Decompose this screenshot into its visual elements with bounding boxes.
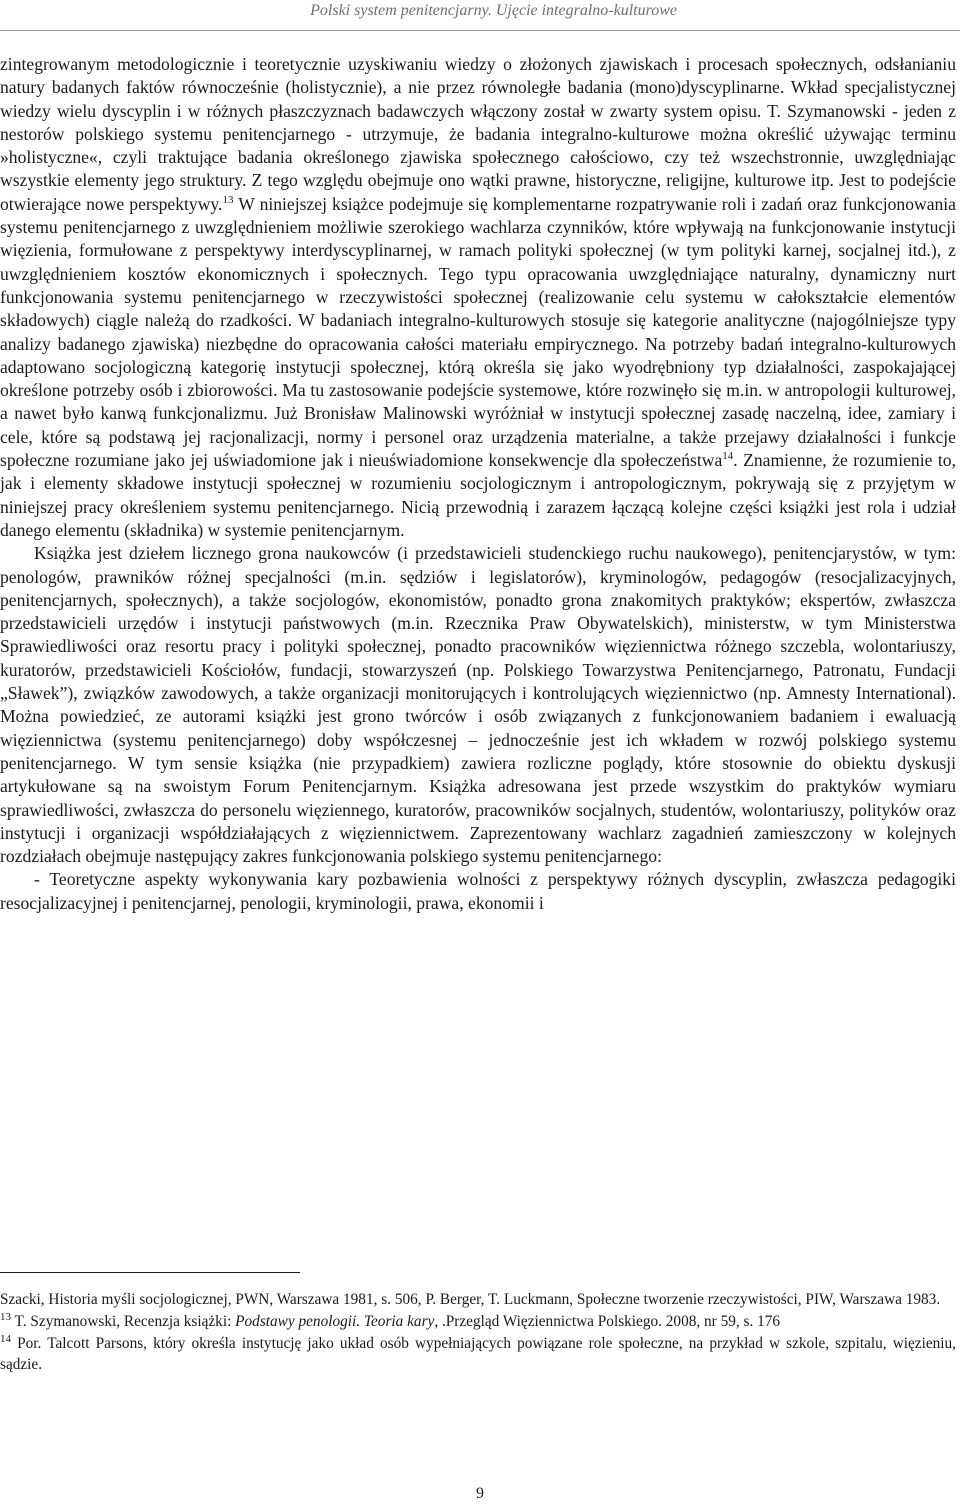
footnote-13-pre: T. Szymanowski, Recenzja książki: bbox=[11, 1312, 236, 1330]
paragraph-1 bbox=[0, 53, 956, 542]
running-title: Polski system penitencjarny. Ujęcie integralno-kulturowe bbox=[310, 2, 677, 19]
paragraph-1-text: zintegrowanym metodologicznie i teoretycznie uzyskiwaniu wiedzy o złożonych zjawiskach i procesach społecznych, odsłanianiu natury badanych faktów równocześnie (holistycznie), a nie przez równoległe badania (mono)dyscyplinarne. Wkład specjalistycznej wiedzy wielu dyscyplin i w różnych płaszczyznach badawczych włączony został w zwarty system opisu. T. Szymanowski - jeden z nestorów polskiego systemu penitencjarnego - utrzymuje, że badania integralno-kulturowe można określić używając terminu »holistyczne«, czyli traktujące badania określonego zjawiska społecznego całościowo, czy też wszechstronnie, uwzględniając wszystkie elementy jego struktury. Z tego względu obejmuje ono wątki prawne, historyczne, religijne, kulturowe itp. Jest to podejście otwierające nowe perspektywy. bbox=[0, 54, 956, 214]
footnote-ref-14[interactable]: 14 bbox=[722, 450, 734, 463]
footnote-13-title: Podstawy penologii. Teoria kary bbox=[235, 1312, 435, 1330]
paragraph-2: Książka jest dziełem licznego grona naukowców (i przedstawicieli studenckiego ruchu naukowego), penitencjarystów, w tym: penologów, prawników różnej specjalności (m.in. sędziów i legislatorów), kryminologów, pedagogów (resocjalizacyjnych, penitencjarnych, społecznych), a także socjologów, ekonomistów, ponadto grona znakomitych praktyków; ekspertów, zwłaszcza przedstawicieli urzędów i instytucji państwowych (m.in. Rzecznika Praw Obywatelskich), ministerstw, w tym Ministerstwa Sprawiedliwości oraz resortu pracy i polityki społecznej, ponadto pracowników więziennictwa różnego szczebla, wolontariuszy, kuratorów, przedstawicieli Kościołów, fundacji, stowarzyszeń (np. Polskiego Towarzystwa Penitencjarnego, Patronatu, Fundacji „Sławek”), związków zawodowych, a także organizacji monitorujących i kontrolujących więziennictwo (np. Amnesty International). Można powiedzieć, ze autorami książki jest grono twórców i osób związanych z funkcjonowaniem badaniem i ewaluacją więziennictwa (systemu penitencjarnego) doby współczesnej – jednocześnie jest ich wkładem w rozwój polskiego systemu penitencjarnego. W tym sensie książka (nie przypadkiem) zawiera rozliczne poglądy, które stosownie do obiektu dyskusji artykułowane są na swoistym Forum Penitencjarnym. Książka adresowana jest przede wszystkim do praktyków wymiaru sprawiedliwości, zwłaszcza do personelu więziennego, kuratorów, pracowników socjalnych, studentów, wolontariuszy, polityków oraz instytucji i organizacji współdziałających z więziennictwem. Zaprezentowany wachlarz zagadnień zamieszczony w kolejnych rozdziałach obejmuje następujący zakres funkcjonowania polskiego systemu penitencjarnego: bbox=[0, 543, 956, 867]
footnotes bbox=[0, 1289, 956, 1376]
footnote-14 bbox=[0, 1333, 956, 1377]
footnote-13-number: 13 bbox=[0, 1310, 11, 1323]
list-item-theory: - Teoretyczne aspekty wykonywania kary pozbawienia wolności z perspektywy różnych dyscyplin, zwłaszcza pedagogiki resocjalizacyjnej i penitencjarnej, penologii, kryminologii, prawa, ekonomii i bbox=[0, 869, 956, 913]
footnote-14-number: 14 bbox=[0, 1332, 11, 1345]
running-header bbox=[0, 0, 960, 22]
paragraph-1-continued: W niniejszej książce podejmuje się komplementarne rozpatrywanie roli i zadań oraz funkcjonowania systemu penitencjarnego z uwzględnieniem możliwie szerokiego wachlarza czynników, które wpływają na funkcjonowanie instytucji więzienia, formułowane z perspektywy interdyscyplinarnej, w ramach polityki społecznej (w tym polityki karnej, socjalnej itd.), z uwzględnieniem kosztów ekonomicznych i społecznych. Tego typu opracowania uwzględniające naturalny, dynamiczny nurt funkcjonowania systemu penitencjarnego w rzeczywistości społecznej (realizowanie celu systemu w całokształcie elementów składowych) ciągle należą do rzadkości. W badaniach integralno-kulturowych stosuje się kategorie analityczne (najogólniejsze typy analizy badanego zjawiska) niezbędne do opracowania całości materiału empirycznego. Na potrzeby badań integralno-kulturowych adaptowano socjologiczną kategorię instytucji społecznej, którą określa się jako wyodrębniony typ działalności, zaspokajającej określone potrzeby osób i zbiorowości. Ma tu zastosowanie podejście systemowe, które rozwinęło się m.in. w antropologii kulturowej, a nawet było kanwą funkcjonalizmu. Już Bronisław Malinowski wyróżniał w instytucji społecznej zasadę naczelną, idee, zamiary i cele, które są podstawą jej racjonalizacji, normy i personel oraz urządzenia materialne, a także przejawy działalności i funkcje społeczne rozumiane jako jej uświadomione jak i nieuświadomione konsekwencje dla społeczeństwa bbox=[0, 193, 956, 471]
header-divider bbox=[0, 30, 960, 31]
footnote-13-post: , .Przegląd Więziennictwa Polskiego. 2008, nr 59, s. 176 bbox=[434, 1312, 781, 1330]
footnote-14-text: Por. Talcott Parsons, który określa instytucję jako układ osób wypełniających powiązane role społeczne, na przykład w szkole, szpitalu, więzieniu, sądzie. bbox=[0, 1334, 956, 1374]
footnote-12: Szacki, Historia myśli socjologicznej, PWN, Warszawa 1981, s. 506, P. Berger, T. Luckmann, Społeczne tworzenie rzeczywistości, PIW, Warszawa 1983. bbox=[0, 1291, 941, 1308]
footnote-13 bbox=[0, 1311, 956, 1333]
page-number: 9 bbox=[476, 1485, 484, 1502]
paragraph-1-end: . Znamienne, że rozumienie to, jak i elementy składowe instytucji społecznej w rozumieniu socjologicznym i antropologicznym, pokrywają się z przyjętym w niniejszej pracy określeniem systemu penitencjarnego. Nicią przewodnią i zarazem łączącą kolejne części książki jest rola i udział danego elementu (składnika) w systemie penitencjarnym. bbox=[0, 450, 956, 540]
footnote-divider bbox=[0, 1272, 300, 1273]
main-text bbox=[0, 53, 956, 915]
footnote-ref-13[interactable]: 13 bbox=[222, 193, 234, 206]
